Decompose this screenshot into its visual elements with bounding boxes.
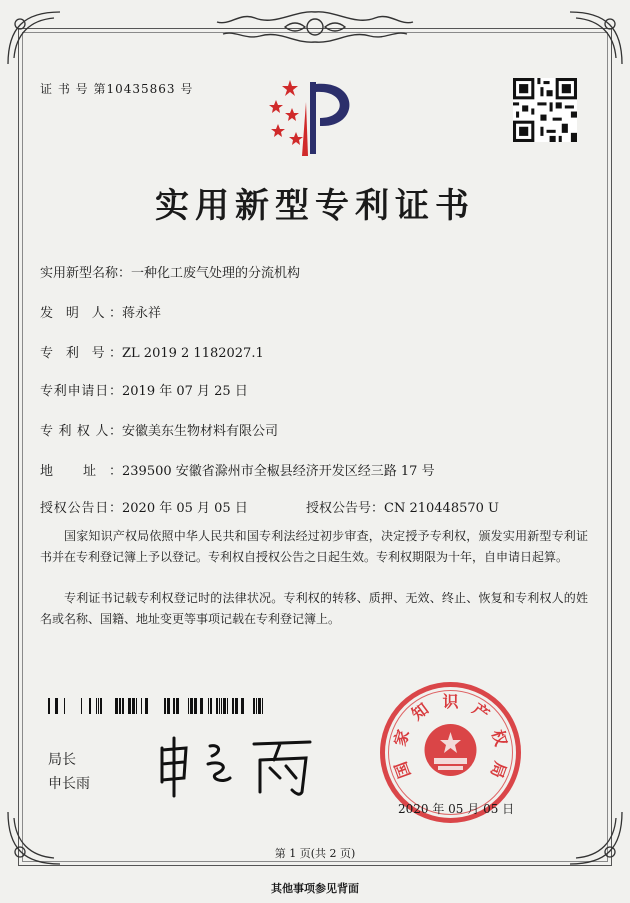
barcode-bar (258, 698, 261, 714)
barcode-bar (235, 698, 238, 714)
seal-character: 家 (390, 727, 414, 749)
field-label: 专 利 号： (40, 346, 122, 361)
barcode-bar (115, 698, 118, 714)
barcode-bar (173, 698, 175, 714)
barcode-bar (55, 698, 58, 714)
barcode-bar (256, 698, 257, 714)
inventor-row (40, 302, 161, 321)
barcode-bar (167, 698, 170, 714)
seal-date: 2020 年 05 月 05 日 (398, 802, 515, 816)
field-label: 授权公告日： (40, 501, 122, 516)
statement-paragraph: 专利证书记载专利权登记时的法律状况。专利权的转移、质押、无效、终止、恢复和专利权人的姓名或名称、国籍、地址变更等事项记载在专利登记簿上。 (40, 591, 588, 626)
barcode-bar (216, 698, 218, 714)
barcode-bar (223, 698, 226, 714)
barcode-bar (141, 698, 142, 714)
seal-character: 国 (390, 759, 415, 781)
grant-date: 2020 年 05 月 05 日 (122, 501, 248, 516)
barcode-bar (100, 698, 102, 714)
barcode-bar (98, 698, 99, 714)
barcode-bar (81, 698, 82, 714)
filing-date-row (40, 380, 248, 399)
corner-ornament-top-left (4, 8, 64, 68)
field-label: 地 址： (40, 464, 122, 479)
seal-character: 权 (487, 727, 511, 749)
barcode-bar (89, 698, 91, 714)
patent-number-row (40, 342, 264, 361)
barcode-bar (122, 698, 124, 714)
barcode-bar (188, 698, 189, 714)
barcode-bar (221, 698, 222, 714)
barcode-bar (253, 698, 255, 714)
page-number: 第 1 页(共 2 页) (274, 847, 356, 860)
barcode-bar (200, 698, 203, 714)
field-label: 授权公告号： (306, 501, 385, 516)
barcode-bar (128, 698, 131, 714)
field-label: 发 明 人： (40, 306, 122, 321)
inventor-name: 蒋永祥 (122, 306, 162, 321)
address-row (40, 460, 435, 479)
qr-code (513, 78, 577, 142)
utility-model-name-row (40, 262, 300, 281)
statement-paragraph: 国家知识产权局依照中华人民共和国专利法经过初步审查，决定授予专利权，颁发实用新型专利证书并在专利登记簿上予以登记。专利权自授权公告之日起生效。专利权期限为十年，自申请日起算。 (40, 529, 588, 564)
patent-number: ZL 2019 2 1182027.1 (122, 346, 264, 361)
director-block (48, 748, 90, 796)
barcode-bar (190, 698, 193, 714)
utility-model-name: 一种化工废气处理的分流机构 (131, 266, 301, 281)
grant-date-row (40, 497, 248, 516)
barcode-bar (145, 698, 148, 714)
barcode-bar (176, 698, 179, 714)
barcode-bar (232, 698, 234, 714)
patentee-name: 安徽美东生物材料有限公司 (122, 424, 279, 439)
field-label: 实用新型名称： (40, 266, 132, 281)
seal-character: 产 (468, 699, 494, 724)
barcode-bar (164, 698, 166, 714)
barcode (40, 698, 265, 714)
barcode-bar (219, 698, 220, 714)
corner-ornament-top-right (566, 8, 626, 68)
field-label: 专 利 权 人： (40, 424, 122, 439)
barcode-bar (194, 698, 197, 714)
cnipa-logo (262, 72, 362, 158)
grant-number-row (306, 497, 499, 516)
footer-note: 其他事项参见背面 (271, 882, 359, 895)
barcode-bar (64, 698, 65, 714)
certificate-title: 实用新型专利证书 (155, 186, 475, 226)
barcode-bar (227, 698, 228, 714)
seal-character: 知 (407, 699, 433, 724)
certificate-number: 证 书 号 第10435863 号 (40, 82, 194, 96)
field-label: 专利申请日： (40, 384, 122, 399)
barcode-bar (96, 698, 97, 714)
seal-character: 局 (486, 759, 511, 781)
director-name: 申长雨 (48, 776, 90, 792)
barcode-bar (48, 698, 50, 714)
address: 239500 安徽省滁州市全椒县经济开发区经三路 17 号 (122, 464, 435, 479)
barcode-bar (241, 698, 244, 714)
barcode-bar (136, 698, 137, 714)
barcode-bar (262, 698, 263, 714)
director-title: 局长 (48, 752, 76, 768)
barcode-bar (119, 698, 121, 714)
barcode-bar (208, 698, 209, 714)
top-ornament (215, 8, 415, 46)
seal-character: 识 (442, 692, 459, 711)
barcode-bar (210, 698, 212, 714)
grant-number: CN 210448570 U (384, 501, 499, 516)
barcode-bar (132, 698, 135, 714)
patentee-row (40, 420, 278, 439)
director-signature (150, 730, 320, 800)
filing-date: 2019 年 07 月 25 日 (122, 384, 248, 399)
